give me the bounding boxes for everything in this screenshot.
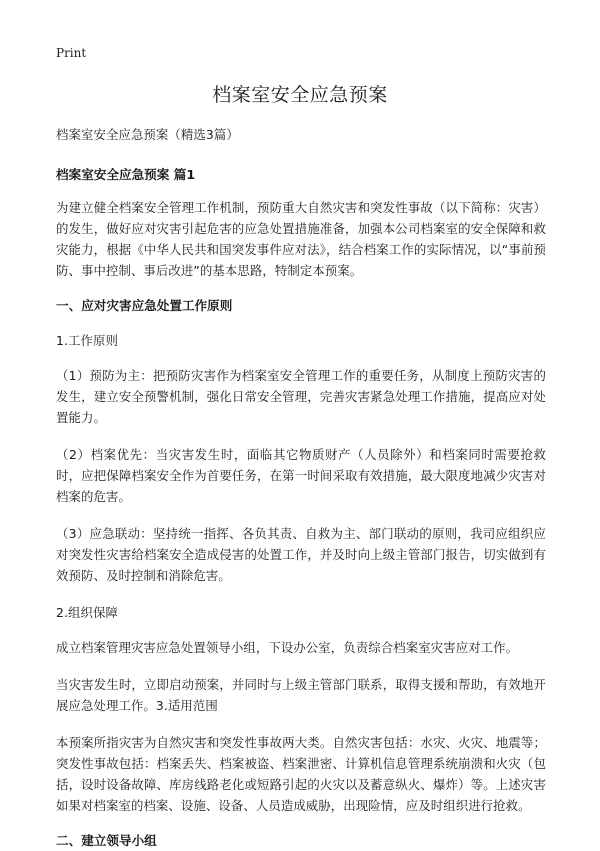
section-title: 档案室安全应急预案 篇1: [56, 167, 196, 182]
document-title: 档案室安全应急预案: [212, 84, 388, 106]
heading-principles: 一、应对灾害应急处置工作原则: [56, 298, 233, 313]
print-link[interactable]: Print: [56, 46, 87, 60]
heading-leadership-group: 二、建立领导小组: [56, 833, 157, 848]
paragraph-leading-group: 成立档案管理灾害应急处置领导小组，下设办公室，负责综合档案室灾害应对工作。: [56, 640, 519, 655]
paragraph-scope: 本预案所指灾害为自然灾害和突发性事故两大类。自然灾害包括：水灾、火灾、地震等；突发性事故包括：档案丢失、档案被盗、档案泄密、计算机信息管理系统崩溃和火灾（包括，设时设备故障、库房线路老化或短路引起的火灾以及蓄意纵火、爆炸）等。上述灾害如果对档案室的档案、设施、设备、人员造成威胁，出现险情，应及时组织进行抢救。: [56, 735, 546, 813]
paragraph-emergency-linkage: （3）应急联动：坚持统一指挥、各负其责、自救为主、部门联动的原则，我司应组织应对突发性灾害给档案安全造成侵害的处置工作，并及时向上级主管部门报告，切实做到有效预防、及时控制和消除危害。: [56, 526, 546, 583]
item-1-title: 1.工作原则: [56, 333, 118, 348]
paragraph-archive-priority: （2）档案优先：当灾害发生时，面临其它物质财产（人员除外）和档案同时需要抢救时，应把保障档案安全作为首要任务，在第一时间采取有效措施，最大限度地减少灾害对档案的危害。: [56, 447, 546, 504]
document-subtitle: 档案室安全应急预案（精选3篇）: [56, 127, 239, 142]
document-body: [56, 124, 546, 851]
item-2-title: 2.组织保障: [56, 605, 118, 620]
paragraph-prevention: （1）预防为主：把预防灾害作为档案室安全管理工作的重要任务，从制度上预防灾害的发生，建立安全预警机制，强化日常安全管理，完善灾害紧急处理工作措施，提高应对处置能力。: [56, 368, 546, 425]
paragraph-activation: 当灾害发生时，立即启动预案，并同时与上级主管部门联系，取得支援和帮助，有效地开展应急处理工作。3.适用范围: [56, 677, 546, 713]
intro-paragraph: 为建立健全档案安全管理工作机制，预防重大自然灾害和突发性事故（以下简称：灾害）的发生，做好应对灾害引起危害的应急处置措施准备，加强本公司档案室的安全保障和救灾能力，根据《中华人民共和国突发事件应对法》，结合档案工作的实际情况，以“事前预防、事中控制、事后改进”的基本思路，特制定本预案。: [56, 200, 546, 278]
